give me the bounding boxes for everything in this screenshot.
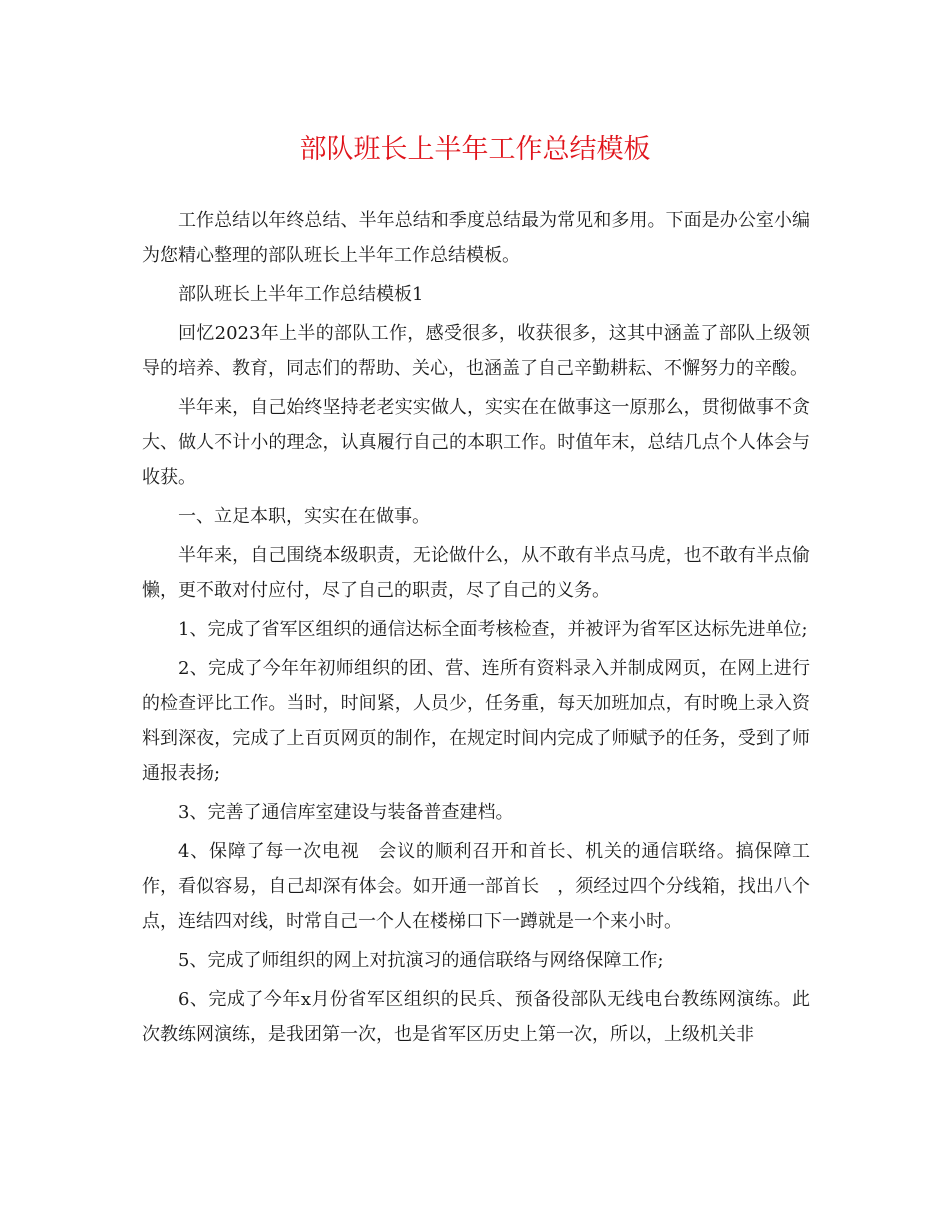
list-item: 1、完成了省军区组织的通信达标全面考核检查，并被评为省军区达标先进单位; bbox=[178, 619, 808, 640]
paragraph: 回忆2023年上半的部队工作，感受很多，收获很多，这其中涵盖了部队上级领导的培养、教育，同志们的帮助、关心，也涵盖了自己辛勤耕耘、不懈努力的辛酸。 bbox=[142, 323, 810, 379]
document-title: 部队班长上半年工作总结模板 bbox=[299, 134, 651, 165]
list-item: 2、完成了今年年初师组织的团、营、连所有资料录入并制成网页，在网上进行的检查评比工作。当时，时间紧，人员少，任务重，每天加班加点，有时晚上录入资料到深夜，完成了上百页网页的制作，在规定时间内完成了师赋予的任务，受到了师通报表扬; bbox=[142, 658, 810, 784]
list-item: 4、保障了每一次电视 会议的顺利召开和首长、机关的通信联络。搞保障工作，看似容易，自己却深有体会。如开通一部首长 ，须经过四个分线箱，找出八个点，连结四对线，时常自己一个人在楼梯口下一蹲就是一个来小时。 bbox=[142, 841, 810, 932]
list-item: 3、完善了通信库室建设与装备普查建档。 bbox=[178, 802, 514, 823]
list-item: 5、完成了师组织的网上对抗演习的通信联络与网络保障工作; bbox=[178, 950, 664, 971]
paragraph-subtitle: 部队班长上半年工作总结模板1 bbox=[178, 284, 424, 305]
list-item: 6、完成了今年x月份省军区组织的民兵、预备役部队无线电台教练网演练。此次教练网演练，是我团第一次，也是省军区历史上第一次，所以，上级机关非 bbox=[142, 989, 810, 1045]
paragraph: 半年来，自己围绕本级职责，无论做什么，从不敢有半点马虎，也不敢有半点偷懒，更不敢对付应付，尽了自己的职责，尽了自己的义务。 bbox=[142, 545, 810, 601]
paragraph: 半年来，自己始终坚持老老实实做人，实实在在做事这一原那么，贯彻做事不贪大、做人不计小的理念，认真履行自己的本职工作。时值年末，总结几点个人体会与收获。 bbox=[142, 397, 810, 488]
paragraph-intro: 工作总结以年终总结、半年总结和季度总结最为常见和多用。下面是办公室小编为您精心整理的部队班长上半年工作总结模板。 bbox=[142, 210, 810, 266]
section-heading: 一、立足本职，实实在在做事。 bbox=[178, 506, 430, 527]
document-body bbox=[142, 203, 810, 1056]
